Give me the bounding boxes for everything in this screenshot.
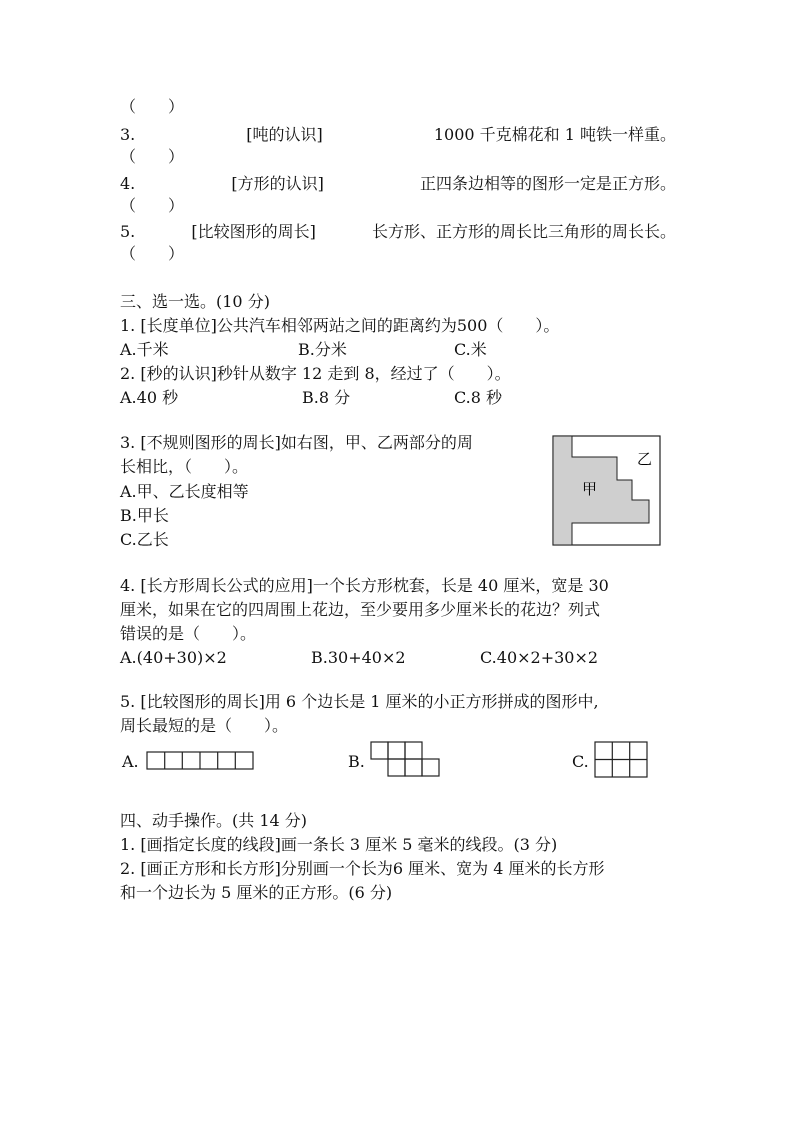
s3-q3-option-a: A.甲、乙长度相等 <box>120 482 249 501</box>
s3-q5-option-b-label: B. <box>348 752 365 771</box>
s3-q5-line2: 周长最短的是（ ）。 <box>120 716 289 735</box>
q5-figure-b <box>370 741 444 779</box>
tf-item-4-tag: [方形的认识] <box>231 174 324 193</box>
s3-q4-line2: 厘米，如果在它的四周围上花边，至少要用多少厘米长的花边？列式 <box>120 600 601 619</box>
s3-q1-option-b: B.分米 <box>298 340 347 359</box>
s3-q1-option-c: C.米 <box>454 340 487 359</box>
s3-q5-line1: 5. [比较图形的周长]用 6 个边长是 1 厘米的小正方形拼成的图形中, <box>120 692 599 711</box>
s3-q5-option-a-label: A. <box>122 752 139 771</box>
tf-item-3-num: 3. <box>120 125 136 144</box>
s4-q2-line2: 和一个边长为 5 厘米的正方形。(6 分) <box>120 883 393 902</box>
s3-q1-option-a: A.千米 <box>120 340 169 359</box>
s3-q3-option-c: C.乙长 <box>120 530 169 549</box>
s3-q4-line3: 错误的是（ ）。 <box>120 624 257 643</box>
s3-q4-line1: 4. [长方形周长公式的应用]一个长方形枕套，长是 40 厘米，宽是 30 <box>120 576 609 595</box>
s3-q2-option-a: A.40 秒 <box>120 388 179 407</box>
s3-q3-option-b: B.甲长 <box>120 506 169 525</box>
tf-item-5-text: 长方形、正方形的周长比三角形的周长长。 <box>371 222 676 241</box>
tf-item-3-text: 1000 千克棉花和 1 吨铁一样重。 <box>433 125 676 144</box>
s3-q3-line2: 长相比，（ ）。 <box>120 457 249 476</box>
tf-blank-2: （ ） <box>120 97 185 116</box>
tf-item-3 <box>120 125 676 145</box>
tf-blank-5: （ ） <box>120 244 185 263</box>
s3-q2-text: 2. [秒的认识]秒针从数字 12 走到 8，经过了（ ）。 <box>120 364 511 383</box>
s3-q1-text: 1. [长度单位]公共汽车相邻两站之间的距离约为500（ ）。 <box>120 316 560 335</box>
s3-q4-option-a: A.(40+30)×2 <box>120 648 227 667</box>
tf-item-4-text: 正四条边相等的图形一定是正方形。 <box>419 174 676 193</box>
tf-blank-4: （ ） <box>120 196 185 215</box>
s3-q4-option-b: B.30+40×2 <box>311 648 406 667</box>
section4-heading: 四、动手操作。(共 14 分) <box>120 811 308 830</box>
tf-blank-3: （ ） <box>120 147 185 166</box>
tf-item-3-tag: [吨的认识] <box>246 125 323 144</box>
tf-item-5 <box>120 222 676 242</box>
figure-label-jia: 甲 <box>582 480 598 498</box>
s3-q4-option-c: C.40×2+30×2 <box>480 648 599 667</box>
figure-label-yi: 乙 <box>637 450 653 468</box>
tf-item-5-tag: [比较图形的周长] <box>191 222 316 241</box>
s3-q3-line1: 3. [不规则图形的周长]如右图，甲、乙两部分的周 <box>120 433 473 452</box>
s4-q1: 1. [画指定长度的线段]画一条长 3 厘米 5 毫米的线段。(3 分) <box>120 835 558 854</box>
tf-item-4-num: 4. <box>120 174 136 193</box>
s4-q2-line1: 2. [画正方形和长方形]分别画一个长为6 厘米、宽为 4 厘米的长方形 <box>120 859 605 878</box>
q5-figure-a <box>146 751 256 771</box>
s3-q2-option-c: C.8 秒 <box>454 388 503 407</box>
tf-item-5-num: 5. <box>120 222 136 241</box>
s3-q2-option-b: B.8 分 <box>302 388 351 407</box>
q5-figure-c <box>594 741 650 779</box>
section3-heading: 三、选一选。(10 分) <box>120 292 270 311</box>
tf-item-4 <box>120 174 676 194</box>
s3-q5-option-c-label: C. <box>572 752 589 771</box>
perimeter-figure <box>552 435 662 547</box>
